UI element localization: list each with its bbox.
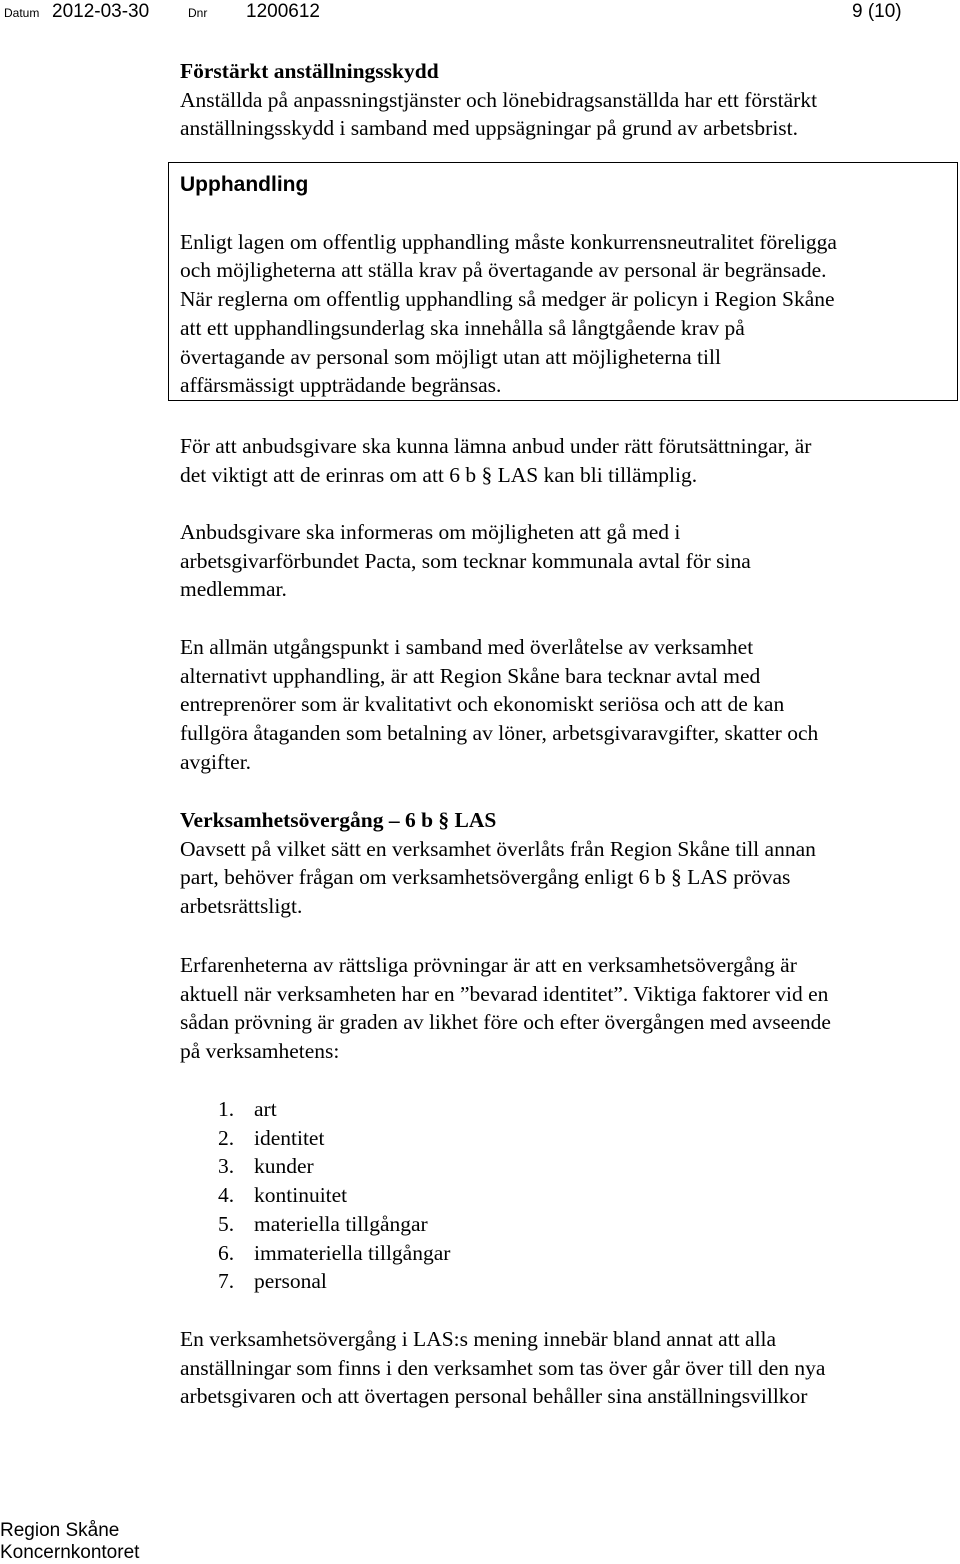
section-heading-las: Verksamhetsövergång – 6 b § LAS: [180, 808, 497, 832]
text-line: avgifter.: [180, 749, 252, 774]
list-item: 5. materiella tillgångar: [218, 1211, 428, 1236]
text-line: Anställda på anpassningstjänster och lönebidragsanställda har ett förstärkt: [180, 87, 818, 112]
text-line: Enligt lagen om offentlig upphandling måste konkurrensneutralitet föreligga: [180, 229, 837, 254]
footer-dept: Koncernkontoret: [0, 1542, 140, 1563]
text-line: anställningsskydd i samband med uppsägningar på grund av arbetsbrist.: [180, 116, 799, 141]
section-heading-upphandling: Upphandling: [180, 173, 309, 196]
factor-list: [218, 1095, 450, 1296]
text-line: Oavsett på vilket sätt en verksamhet överlåts från Region Skåne till annan: [180, 836, 816, 861]
paragraph-utgangspunkt: [180, 633, 950, 777]
paragraph-pacta: [180, 518, 950, 604]
text-line: affärsmässigt uppträdande begränsas.: [180, 373, 502, 398]
page-header: [0, 0, 960, 26]
text-line: på verksamhetens:: [180, 1039, 340, 1064]
text-line: arbetsrättsligt.: [180, 894, 303, 919]
section-skydd: [180, 57, 950, 143]
page-number: 9 (10): [852, 1, 902, 22]
section-heading-skydd: Förstärkt anställningsskydd: [180, 59, 439, 83]
text-line: att ett upphandlingsunderlag ska innehålla så långtgående krav på: [180, 315, 745, 340]
paragraph-las-mening: [180, 1325, 950, 1411]
paragraph-anbud: [180, 432, 950, 489]
paragraph-erfarenheter: [180, 951, 950, 1066]
text-line: Erfarenheterna av rättsliga prövningar är att en verksamhetsövergång är: [180, 953, 797, 977]
text-line: alternativt upphandling, är att Region Skåne bara tecknar avtal med: [180, 663, 761, 688]
list-item: 7. personal: [218, 1269, 327, 1294]
footer-org: Region Skåne: [0, 1520, 120, 1541]
text-line: part, behöver frågan om verksamhetsövergång enligt 6 b § LAS prövas: [180, 865, 791, 890]
text-line: Anbudsgivare ska informeras om möjligheten att gå med i: [180, 520, 681, 544]
document-number: 1200612: [246, 1, 320, 22]
text-line: En allmän utgångspunkt i samband med överlåtelse av verksamhet: [180, 635, 754, 659]
text-line: medlemmar.: [180, 577, 287, 602]
list-item: 2. identitet: [218, 1125, 325, 1150]
section-upphandling: [180, 171, 950, 400]
text-line: När reglerna om offentlig upphandling så medger är policyn i Region Skåne: [180, 287, 835, 312]
datum-label: Datum: [4, 6, 40, 20]
text-line: det viktigt att de erinras om att 6 b § LAS kan bli tillämplig.: [180, 462, 698, 487]
list-item: 3. kunder: [218, 1154, 314, 1179]
text-line: fullgöra åtaganden som betalning av löner, arbetsgivaravgifter, skatter och: [180, 721, 819, 746]
text-line: entreprenörer som är kvalitativt och ekonomiskt seriösa och att de kan: [180, 692, 785, 717]
document-date: 2012-03-30: [52, 1, 150, 22]
list-item: 6. immateriella tillgångar: [218, 1240, 451, 1265]
text-line: En verksamhetsövergång i LAS:s mening innebär bland annat att alla: [180, 1327, 777, 1351]
text-line: För att anbudsgivare ska kunna lämna anbud under rätt förutsättningar, är: [180, 434, 812, 458]
page-footer: [0, 1520, 139, 1564]
dnr-label: Dnr: [188, 6, 208, 20]
text-line: övertagande av personal som möjligt utan att möjligheterna till: [180, 344, 721, 369]
text-line: arbetsgivaren och att övertagen personal behåller sina anställningsvillkor: [180, 1384, 808, 1409]
text-line: sådan prövning är graden av likhet före och efter övergången med avseende: [180, 1010, 831, 1035]
text-line: och möjligheterna att ställa krav på övertagande av personal är begränsade.: [180, 258, 827, 283]
list-item: 4. kontinuitet: [218, 1183, 348, 1208]
text-line: arbetsgivarförbundet Pacta, som tecknar kommunala avtal för sina: [180, 548, 751, 573]
text-line: anställningar som finns i den verksamhet som tas över går över till den nya: [180, 1355, 826, 1380]
list-item: 1. art: [218, 1097, 277, 1121]
text-line: aktuell när verksamheten har en ”bevarad identitet”. Viktiga faktorer vid en: [180, 981, 829, 1006]
section-las: [180, 806, 950, 921]
